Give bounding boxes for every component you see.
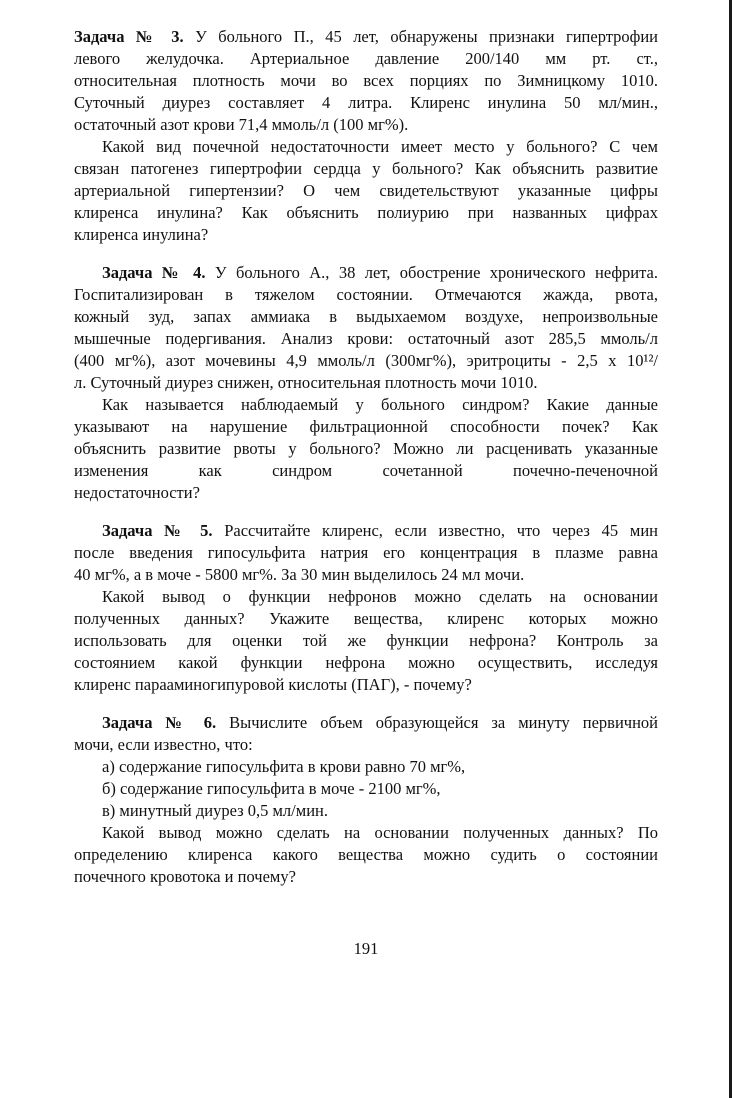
problem-3-label: Задача № 3.: [74, 27, 184, 46]
problem-3-line-4: Суточный диурез составляет 4 литра. Клиренс инулина 50 мл/мин.,: [74, 93, 658, 112]
problem-3-line-6: Какой вид почечной недостаточности имеет место у больного? С чем: [102, 137, 658, 156]
problem-4-line-8: указывают на нарушение фильтрационной способности почек? Как: [74, 417, 658, 436]
problem-4-line-7: Как называется наблюдаемый у больного синдром? Какие данные: [102, 395, 658, 414]
problem-6-item-b: б) содержание гипосульфита в моче - 2100 мг%,: [102, 779, 441, 798]
problem-6-item-c: в) минутный диурез 0,5 мл/мин.: [102, 801, 328, 820]
problem-4-label: Задача № 4.: [102, 263, 206, 282]
problem-4-line-9: объяснить развитие рвоты у больного? Можно ли расценивать указанные: [74, 439, 658, 458]
problem-3-line-1: Задача № 3. У больного П., 45 лет, обнаружены признаки гипертрофии: [74, 27, 658, 46]
problem-4-line-11: недостаточности?: [74, 483, 200, 502]
page-number: 191: [353, 939, 379, 958]
problem-5-line-4: Какой вывод о функции нефронов можно сделать на основании: [102, 587, 658, 606]
problem-4-line-2: Госпитализирован в тяжелом состоянии. Отмечаются жажда, рвота,: [74, 285, 658, 304]
problem-3-line-5: остаточный азот крови 71,4 ммоль/л (100 мг%).: [74, 115, 409, 134]
problem-3-line-7: связан патогенез гипертрофии сердца у больного? Как объяснить развитие: [74, 159, 658, 178]
problem-4-line-6: л. Суточный диурез снижен, относительная плотность мочи 1010.: [74, 373, 538, 392]
problem-4-line-1: Задача № 4. У больного А., 38 лет, обострение хронического нефрита.: [102, 263, 658, 282]
problem-5-line-5: полученных данных? Укажите вещества, клиренс которых можно: [74, 609, 658, 628]
problem-4-line-5: (400 мг%), азот мочевины 4,9 ммоль/л (300мг%), эритроциты - 2,5 x 10¹²/: [74, 351, 658, 370]
problem-3-line-10: клиренса инулина?: [74, 225, 209, 244]
problem-5-line-8: клиренс парааминогипуровой кислоты (ПАГ), - почему?: [74, 675, 472, 694]
problem-3-line-8: артериальной гипертензии? О чем свидетельствуют указанные цифры: [74, 181, 658, 200]
problem-5-line-6: использовать для оценки той же функции нефрона? Контроль за: [74, 631, 658, 650]
problem-3-line-2: левого желудочка. Артериальное давление 200/140 мм рт. ст.,: [74, 49, 658, 68]
problem-3-line-3: относительная плотность мочи во всех порциях по Зимницкому 1010.: [74, 71, 658, 90]
problem-5-line-1: Задача № 5. Рассчитайте клиренс, если известно, что через 45 мин: [102, 521, 658, 540]
problem-6-label: Задача № 6.: [102, 713, 217, 732]
problem-5-line-2: после введения гипосульфита натрия его концентрация в плазме равна: [74, 543, 658, 562]
problem-5-line-3: 40 мг%, а в моче - 5800 мг%. За 30 мин выделилось 24 мл мочи.: [74, 565, 525, 584]
problem-6-line-1: Задача № 6. Вычислите объем образующейся за минуту первичной: [102, 713, 658, 732]
problem-5-line-7: состоянием какой функции нефрона можно осуществить, исследуя: [74, 653, 658, 672]
problem-6-line-7: определению клиренса какого вещества можно судить о состоянии: [74, 845, 658, 864]
problem-4-line-10: изменения как синдром сочетанной почечно-печеночной: [74, 461, 658, 480]
problem-6-line-8: почечного кровотока и почему?: [74, 867, 296, 886]
problem-6-line-2: мочи, если известно, что:: [74, 735, 253, 754]
problem-6-line-6: Какой вывод можно сделать на основании полученных данных? По: [102, 823, 658, 842]
problem-4-line-3: кожный зуд, запах аммиака в выдыхаемом воздухе, непроизвольные: [74, 307, 658, 326]
problem-3-line-9: клиренса инулина? Как объяснить полиурию при названных цифрах: [74, 203, 658, 222]
problem-5-label: Задача № 5.: [102, 521, 213, 540]
problem-4-line-4: мышечные подергивания. Анализ крови: остаточный азот 285,5 ммоль/л: [74, 329, 658, 348]
problem-6-item-a: а) содержание гипосульфита в крови равно 70 мг%,: [102, 757, 466, 776]
